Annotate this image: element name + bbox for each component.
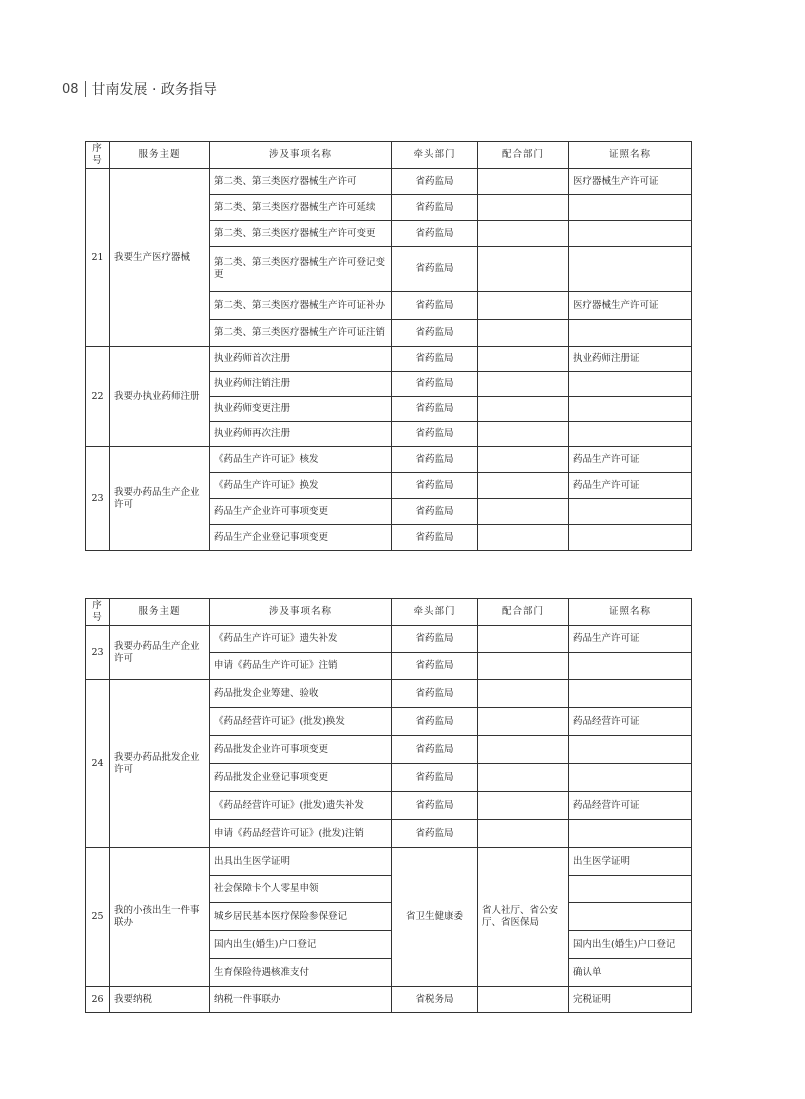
col-header-item: 涉及事项名称 [210,599,392,626]
table-row [86,680,692,708]
table-row [86,447,692,473]
col-header-lead: 牵头部门 [392,142,478,169]
table-row [86,987,692,1013]
coop-dept [478,708,569,736]
service-theme: 我要纳税 [110,987,210,1013]
item-name: 第二类、第三类医疗器械生产许可 [210,169,392,195]
coop-dept [478,653,569,680]
cert-name [569,525,692,551]
item-name: 第二类、第三类医疗器械生产许可证补办 [210,292,392,320]
lead-dept: 省税务局 [392,987,478,1013]
item-name: 《药品经营许可证》(批发)遗失补发 [210,792,392,820]
cert-name [569,320,692,347]
cert-name [569,736,692,764]
coop-dept [478,987,569,1013]
item-name: 药品生产企业登记事项变更 [210,525,392,551]
row-number: 23 [86,447,110,551]
coop-dept [478,347,569,372]
item-name: 执业药师首次注册 [210,347,392,372]
cert-name [569,221,692,247]
item-name: 纳税一件事联办 [210,987,392,1013]
coop-dept [478,820,569,848]
col-header-coop: 配合部门 [478,142,569,169]
cert-name: 医疗器械生产许可证 [569,169,692,195]
header-title: 甘南发展 · 政务指导 [91,82,217,98]
lead-dept: 省药监局 [392,169,478,195]
col-header-item: 涉及事项名称 [210,142,392,169]
coop-dept [478,195,569,221]
item-name: 社会保障卡个人零星申领 [210,876,392,903]
item-name: 《药品经营许可证》(批发)换发 [210,708,392,736]
cert-name [569,820,692,848]
col-header-cert: 证照名称 [569,142,692,169]
item-name: 《药品生产许可证》核发 [210,447,392,473]
row-number: 22 [86,347,110,447]
service-theme: 我要生产医疗器械 [110,169,210,347]
coop-dept [478,221,569,247]
lead-dept: 省药监局 [392,792,478,820]
table-row [86,626,692,653]
cert-name [569,680,692,708]
service-table-2 [85,598,692,1013]
cert-name [569,247,692,292]
coop-dept [478,764,569,792]
lead-dept: 省药监局 [392,525,478,551]
col-header-coop: 配合部门 [478,599,569,626]
cert-name [569,876,692,903]
row-number: 23 [86,626,110,680]
lead-dept: 省药监局 [392,195,478,221]
cert-name: 药品生产许可证 [569,473,692,499]
cert-name [569,764,692,792]
lead-dept: 省药监局 [392,473,478,499]
item-name: 《药品生产许可证》换发 [210,473,392,499]
coop-dept [478,447,569,473]
item-name: 申请《药品经营许可证》(批发)注销 [210,820,392,848]
cert-name: 医疗器械生产许可证 [569,292,692,320]
item-name: 执业药师注销注册 [210,372,392,397]
item-name: 第二类、第三类医疗器械生产许可变更 [210,221,392,247]
coop-dept [478,372,569,397]
lead-dept: 省药监局 [392,680,478,708]
lead-dept: 省药监局 [392,626,478,653]
cert-name [569,499,692,525]
cert-name: 国内出生(婚生)户口登记 [569,931,692,959]
coop-dept [478,626,569,653]
coop-dept [478,525,569,551]
coop-dept [478,422,569,447]
col-header-theme: 服务主题 [110,142,210,169]
cert-name: 药品生产许可证 [569,447,692,473]
coop-dept [478,247,569,292]
page-number: 08 [62,81,79,97]
item-name: 第二类、第三类医疗器械生产许可延续 [210,195,392,221]
lead-dept: 省药监局 [392,347,478,372]
cert-name [569,653,692,680]
lead-dept: 省药监局 [392,397,478,422]
cert-name [569,195,692,221]
cert-name [569,372,692,397]
cert-name: 执业药师注册证 [569,347,692,372]
coop-dept [478,292,569,320]
cert-name [569,397,692,422]
table-header-row [86,142,692,169]
col-header-lead: 牵头部门 [392,599,478,626]
item-name: 《药品生产许可证》遗失补发 [210,626,392,653]
item-name: 药品生产企业许可事项变更 [210,499,392,525]
cert-name [569,422,692,447]
table-row [86,169,692,195]
coop-dept [478,792,569,820]
service-theme: 我要办药品批发企业许可 [110,680,210,848]
table-header-row [86,599,692,626]
service-table-1 [85,141,692,551]
item-name: 执业药师再次注册 [210,422,392,447]
page-header [62,80,217,98]
item-name: 执业药师变更注册 [210,397,392,422]
coop-dept [478,473,569,499]
lead-dept: 省药监局 [392,447,478,473]
lead-dept: 省药监局 [392,221,478,247]
table-row [86,347,692,372]
service-theme: 我要办执业药师注册 [110,347,210,447]
service-theme: 我要办药品生产企业许可 [110,447,210,551]
cert-name: 药品经营许可证 [569,708,692,736]
coop-dept: 省人社厅、省公安厅、省医保局 [478,848,569,987]
item-name: 出具出生医学证明 [210,848,392,876]
service-theme: 我的小孩出生一件事联办 [110,848,210,987]
cert-name: 出生医学证明 [569,848,692,876]
lead-dept: 省药监局 [392,764,478,792]
item-name: 国内出生(婚生)户口登记 [210,931,392,959]
col-header-no: 序号 [86,599,110,626]
lead-dept: 省药监局 [392,708,478,736]
lead-dept: 省药监局 [392,820,478,848]
lead-dept: 省药监局 [392,372,478,397]
coop-dept [478,680,569,708]
table-row [86,848,692,876]
col-header-no: 序号 [86,142,110,169]
lead-dept: 省药监局 [392,736,478,764]
service-theme: 我要办药品生产企业许可 [110,626,210,680]
item-name: 药品批发企业筹建、验收 [210,680,392,708]
coop-dept [478,736,569,764]
cert-name [569,903,692,931]
lead-dept: 省药监局 [392,422,478,447]
coop-dept [478,320,569,347]
item-name: 第二类、第三类医疗器械生产许可登记变更 [210,247,392,292]
row-number: 25 [86,848,110,987]
lead-dept: 省卫生健康委 [392,848,478,987]
item-name: 申请《药品生产许可证》注销 [210,653,392,680]
item-name: 城乡居民基本医疗保险参保登记 [210,903,392,931]
coop-dept [478,397,569,422]
lead-dept: 省药监局 [392,292,478,320]
coop-dept [478,499,569,525]
row-number: 21 [86,169,110,347]
row-number: 24 [86,680,110,848]
lead-dept: 省药监局 [392,499,478,525]
col-header-cert: 证照名称 [569,599,692,626]
lead-dept: 省药监局 [392,247,478,292]
cert-name: 完税证明 [569,987,692,1013]
lead-dept: 省药监局 [392,653,478,680]
item-name: 药品批发企业许可事项变更 [210,736,392,764]
cert-name: 药品经营许可证 [569,792,692,820]
cert-name: 药品生产许可证 [569,626,692,653]
item-name: 生育保险待遇核准支付 [210,959,392,987]
col-header-theme: 服务主题 [110,599,210,626]
cert-name: 确认单 [569,959,692,987]
coop-dept [478,169,569,195]
row-number: 26 [86,987,110,1013]
lead-dept: 省药监局 [392,320,478,347]
header-divider [85,81,86,97]
item-name: 第二类、第三类医疗器械生产许可证注销 [210,320,392,347]
item-name: 药品批发企业登记事项变更 [210,764,392,792]
